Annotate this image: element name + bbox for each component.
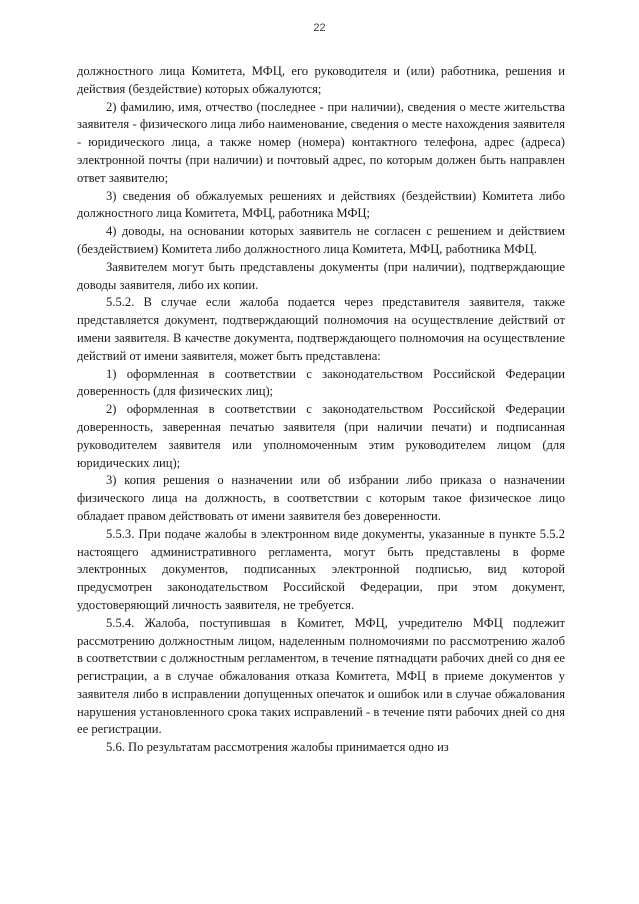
- paragraph-item-3: 3) сведения об обжалуемых решениях и действиях (бездействии) Комитета либо должностного лица Комитета, МФЦ, работника МФЦ;: [77, 188, 565, 221]
- paragraph-item-2: 2) фамилию, имя, отчество (последнее - при наличии), сведения о месте жительства заявителя - физического лица либо наименование, сведения о месте нахождения заявителя - юридического лица, а также номер (номера) контактного телефона, адрес (адреса) электронной почты (при наличии) и почтовый адрес, по которым должен быть направлен ответ заявителю;: [77, 99, 565, 185]
- paragraph-5-5-3: 5.5.3. При подаче жалобы в электронном виде документы, указанные в пункте 5.5.2 настоящего административного регламента, могут быть представлены в форме электронных документов, подписанных электронной подписью, вид которой предусмотрен законодательством Российской Федерации, при этом документ, удостоверяющий личность заявителя, не требуется.: [77, 526, 565, 612]
- paragraph-supporting-documents: Заявителем могут быть представлены документы (при наличии), подтверждающие доводы заявителя, либо их копии.: [77, 259, 565, 292]
- paragraph-5-5-2: 5.5.2. В случае если жалоба подается через представителя заявителя, также представляется документ, подтверждающий полномочия на осуществление действий от имени заявителя. В качестве документа, подтверждающего полномочия на осуществление действий от имени заявителя, может быть представлена:: [77, 295, 565, 363]
- page-number: 22: [313, 22, 326, 34]
- paragraph-5-5-2-item-2: 2) оформленная в соответствии с законодательством Российской Федерации доверенность, заверенная печатью заявителя (при наличии печати) и подписанная руководителем заявителя или уполномоченным этим руководителем лицом (для юридических лиц);: [77, 402, 565, 470]
- document-body: [77, 63, 565, 757]
- paragraph-5-5-4: 5.5.4. Жалоба, поступившая в Комитет, МФЦ, учредителю МФЦ подлежит рассмотрению должностным лицом, наделенным полномочиями по рассмотрению жалоб в соответствии с должностным регламентом, в течение пятнадцати рабочих дней со дня ее регистрации, а в случае обжалования отказа Комитета, МФЦ в приеме документов у заявителя либо в исправлении допущенных опечаток и ошибок или в случае обжалования нарушения установленного срока таких исправлений - в течение пяти рабочих дней со дня ее регистрации.: [77, 615, 565, 737]
- paragraph-continuation: должностного лица Комитета, МФЦ, его руководителя и (или) работника, решения и действия (бездействие) которых обжалуются;: [77, 64, 565, 96]
- paragraph-5-5-2-item-3: 3) копия решения о назначении или об избрании либо приказа о назначении физического лица на должность, в соответствии с которым такое физическое лицо обладает правом действовать от имени заявителя без доверенности.: [77, 473, 565, 523]
- paragraph-item-4: 4) доводы, на основании которых заявитель не согласен с решением и действием (бездействием) Комитета либо должностного лица Комитета, МФЦ, работника МФЦ.: [77, 224, 565, 256]
- paragraph-5-6: 5.6. По результатам рассмотрения жалобы принимается одно из: [106, 740, 449, 755]
- paragraph-5-5-2-item-1: 1) оформленная в соответствии с законодательством Российской Федерации доверенность (для физических лиц);: [77, 366, 565, 399]
